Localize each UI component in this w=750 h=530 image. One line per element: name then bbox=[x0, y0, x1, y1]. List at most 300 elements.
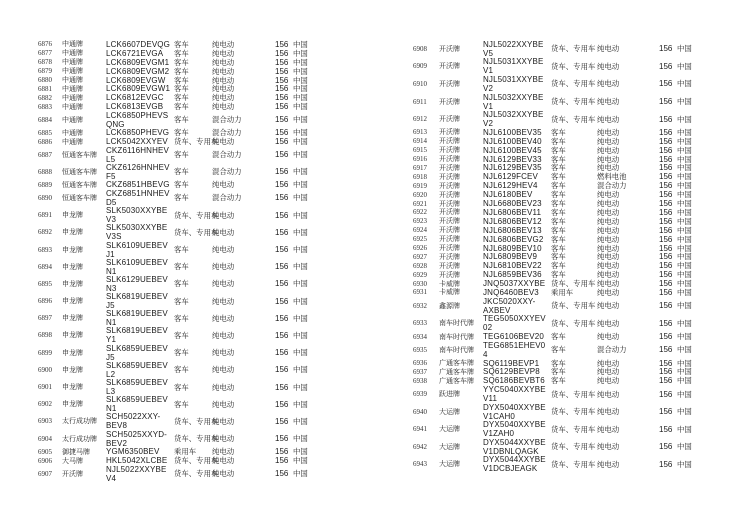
row-number: 6935 bbox=[413, 345, 427, 354]
table-row bbox=[38, 180, 358, 189]
country-code: 156 bbox=[659, 225, 673, 235]
vehicle-type: 客车 bbox=[174, 245, 189, 255]
model-code: DYX5040XXYBE V1ZAH0 bbox=[483, 420, 546, 439]
vehicle-type: 货车、专用车 bbox=[174, 456, 219, 466]
model-code: SLK6859UEBEV L3 bbox=[106, 378, 168, 397]
vehicle-type: 客车 bbox=[174, 180, 189, 190]
table-row bbox=[413, 58, 713, 76]
model-code: SLK6109UEBEV N1 bbox=[106, 257, 168, 276]
vehicle-type: 客车 bbox=[174, 57, 189, 67]
brand-name: 恒通客车牌 bbox=[62, 150, 97, 159]
fuel-type: 纯电动 bbox=[212, 262, 235, 272]
table-row bbox=[38, 275, 358, 292]
brand-name: 申龙牌 bbox=[62, 314, 83, 323]
country-name: 中国 bbox=[677, 318, 692, 328]
vehicle-type: 客车 bbox=[551, 163, 566, 173]
model-code: SLK6819UEBEV Y1 bbox=[106, 326, 168, 345]
fuel-type: 纯电动 bbox=[597, 442, 620, 452]
country-name: 中国 bbox=[293, 193, 308, 203]
table-row bbox=[38, 344, 358, 361]
country-code: 156 bbox=[659, 243, 673, 253]
brand-name: 恒通客车牌 bbox=[62, 193, 97, 202]
model-code: SLK5030XXYBE V3 bbox=[106, 206, 168, 225]
country-code: 156 bbox=[659, 376, 673, 386]
brand-name: 开沃牌 bbox=[439, 44, 460, 53]
brand-name: 大马牌 bbox=[62, 456, 83, 465]
brand-name: 开沃牌 bbox=[439, 115, 460, 124]
fuel-type: 纯电动 bbox=[597, 287, 620, 297]
vehicle-type: 货车、专用车 bbox=[174, 210, 219, 220]
row-number: 6926 bbox=[413, 243, 427, 252]
country-name: 中国 bbox=[677, 114, 692, 124]
model-code: TEG6106BEV20 bbox=[483, 332, 544, 342]
vehicle-type: 客车 bbox=[174, 382, 189, 392]
row-number: 6937 bbox=[413, 367, 427, 376]
country-code: 156 bbox=[659, 136, 673, 146]
country-code: 156 bbox=[659, 97, 673, 107]
fuel-type: 纯电动 bbox=[212, 330, 235, 340]
row-number: 6920 bbox=[413, 190, 427, 199]
model-code: SLK6859UEBEV J5 bbox=[106, 343, 168, 362]
table-row bbox=[413, 110, 713, 128]
row-number: 6895 bbox=[38, 279, 52, 288]
table-row bbox=[413, 332, 713, 341]
row-number: 6925 bbox=[413, 235, 427, 244]
row-number: 6900 bbox=[38, 365, 52, 374]
model-code: LCK6809EVGW1 bbox=[106, 84, 171, 94]
brand-name: 开沃牌 bbox=[439, 199, 460, 208]
vehicle-type: 客车 bbox=[551, 261, 566, 271]
brand-name: 广通客车牌 bbox=[439, 367, 474, 376]
vehicle-type: 客车 bbox=[551, 345, 566, 355]
fuel-type: 纯电动 bbox=[597, 136, 620, 146]
fuel-type: 混合动力 bbox=[212, 150, 242, 160]
model-code: SLK6859UEBEV L2 bbox=[106, 360, 168, 379]
country-name: 中国 bbox=[293, 180, 308, 190]
table-row bbox=[38, 111, 358, 128]
fuel-type: 纯电动 bbox=[597, 225, 620, 235]
brand-name: 大运牌 bbox=[439, 442, 460, 451]
country-name: 中国 bbox=[677, 127, 692, 137]
row-number: 6881 bbox=[38, 84, 52, 93]
country-name: 中国 bbox=[677, 301, 692, 311]
fuel-type: 纯电动 bbox=[597, 332, 620, 342]
brand-name: 申龙牌 bbox=[62, 211, 83, 220]
country-name: 中国 bbox=[677, 181, 692, 191]
table-row bbox=[38, 258, 358, 275]
row-number: 6940 bbox=[413, 407, 427, 416]
vehicle-type: 客车 bbox=[551, 252, 566, 262]
country-code: 156 bbox=[659, 79, 673, 89]
country-name: 中国 bbox=[293, 262, 308, 272]
country-code: 156 bbox=[659, 190, 673, 200]
fuel-type: 纯电动 bbox=[597, 261, 620, 271]
vehicle-type: 货车、专用车 bbox=[551, 61, 596, 71]
country-code: 156 bbox=[275, 348, 289, 358]
brand-name: 申龙牌 bbox=[62, 348, 83, 357]
country-code: 156 bbox=[275, 39, 289, 49]
fuel-type: 纯电动 bbox=[212, 245, 235, 255]
vehicle-type: 货车、专用车 bbox=[551, 407, 596, 417]
fuel-type: 纯电动 bbox=[212, 447, 235, 457]
brand-name: 申龙牌 bbox=[62, 365, 83, 374]
table-row bbox=[38, 327, 358, 344]
row-number: 6878 bbox=[38, 58, 52, 67]
row-number: 6908 bbox=[413, 44, 427, 53]
model-code: SLK6859UEBEV N1 bbox=[106, 395, 168, 414]
model-code: YGM6350BEV bbox=[106, 447, 160, 457]
model-code: NJL6806BEV13 bbox=[483, 225, 542, 235]
fuel-type: 纯电动 bbox=[212, 84, 235, 94]
brand-name: 开沃牌 bbox=[439, 226, 460, 235]
row-number: 6918 bbox=[413, 172, 427, 181]
vehicle-type: 客车 bbox=[174, 66, 189, 76]
model-code: SCH5022XXY- BEV8 bbox=[106, 412, 161, 431]
fuel-type: 纯电动 bbox=[212, 365, 235, 375]
country-name: 中国 bbox=[677, 261, 692, 271]
table-row bbox=[38, 378, 358, 395]
brand-name: 开沃牌 bbox=[439, 62, 460, 71]
fuel-type: 纯电动 bbox=[597, 190, 620, 200]
fuel-type: 纯电动 bbox=[212, 313, 235, 323]
brand-name: 中通牌 bbox=[62, 128, 83, 137]
brand-name: 开沃牌 bbox=[439, 217, 460, 226]
brand-name: 南车时代牌 bbox=[439, 332, 474, 341]
country-name: 中国 bbox=[677, 424, 692, 434]
model-code: SQ6119BEVP1 bbox=[483, 358, 540, 368]
fuel-type: 混合动力 bbox=[597, 181, 627, 191]
vehicle-type: 客车 bbox=[551, 332, 566, 342]
brand-name: 中通牌 bbox=[62, 137, 83, 146]
vehicle-type: 客车 bbox=[551, 207, 566, 217]
country-code: 156 bbox=[275, 399, 289, 409]
fuel-type: 纯电动 bbox=[212, 348, 235, 358]
model-code: JNQ6460BEV3 bbox=[483, 287, 539, 297]
row-number: 6884 bbox=[38, 115, 52, 124]
row-number: 6923 bbox=[413, 217, 427, 226]
vehicle-type: 货车、专用车 bbox=[174, 469, 219, 479]
vehicle-type: 客车 bbox=[551, 376, 566, 386]
fuel-type: 纯电动 bbox=[597, 97, 620, 107]
country-name: 中国 bbox=[677, 234, 692, 244]
vehicle-type: 客车 bbox=[551, 270, 566, 280]
brand-name: 开沃牌 bbox=[439, 270, 460, 279]
vehicle-type: 客车 bbox=[174, 167, 189, 177]
row-number: 6898 bbox=[38, 331, 52, 340]
country-code: 156 bbox=[659, 199, 673, 209]
table-row bbox=[413, 314, 713, 332]
country-code: 156 bbox=[275, 447, 289, 457]
vehicle-type: 客车 bbox=[174, 348, 189, 358]
fuel-type: 纯电动 bbox=[212, 137, 235, 147]
model-code: JNQ5037XXYBE bbox=[483, 279, 546, 289]
fuel-type: 纯电动 bbox=[597, 127, 620, 137]
fuel-type: 纯电动 bbox=[212, 416, 235, 426]
country-code: 156 bbox=[275, 279, 289, 289]
country-code: 156 bbox=[659, 301, 673, 311]
vehicle-type: 客车 bbox=[174, 330, 189, 340]
row-number: 6893 bbox=[38, 245, 52, 254]
fuel-type: 纯电动 bbox=[597, 154, 620, 164]
country-code: 156 bbox=[275, 313, 289, 323]
brand-name: 开沃牌 bbox=[439, 235, 460, 244]
row-number: 6886 bbox=[38, 137, 52, 146]
model-code: SQ6186BEVBT6 bbox=[483, 376, 545, 386]
model-code: NJL6100BEV40 bbox=[483, 136, 542, 146]
country-code: 156 bbox=[659, 163, 673, 173]
vehicle-type: 客车 bbox=[174, 279, 189, 289]
country-name: 中国 bbox=[293, 102, 308, 112]
country-name: 中国 bbox=[677, 407, 692, 417]
country-code: 156 bbox=[275, 227, 289, 237]
country-code: 156 bbox=[275, 180, 289, 190]
vehicle-type: 客车 bbox=[551, 154, 566, 164]
model-code: NJL6129HEV4 bbox=[483, 181, 538, 191]
model-code: LCK6721EVGA bbox=[106, 48, 164, 58]
country-code: 156 bbox=[275, 365, 289, 375]
fuel-type: 纯电动 bbox=[597, 216, 620, 226]
country-name: 中国 bbox=[677, 459, 692, 469]
vehicle-type: 货车、专用车 bbox=[551, 79, 596, 89]
row-number: 6904 bbox=[38, 434, 52, 443]
row-number: 6888 bbox=[38, 167, 52, 176]
model-code: NJL6859BEV36 bbox=[483, 270, 542, 280]
table-row bbox=[413, 438, 713, 456]
country-name: 中国 bbox=[677, 136, 692, 146]
brand-name: 开沃牌 bbox=[439, 244, 460, 252]
country-name: 中国 bbox=[677, 190, 692, 200]
fuel-type: 纯电动 bbox=[212, 227, 235, 237]
brand-name: 中通牌 bbox=[62, 115, 83, 124]
vehicle-type: 客车 bbox=[174, 128, 189, 138]
vehicle-type: 客车 bbox=[551, 243, 566, 253]
model-code: NJL6810BEV22 bbox=[483, 261, 542, 271]
brand-name: 开沃牌 bbox=[62, 469, 83, 478]
model-code: LCK6813EVGB bbox=[106, 102, 164, 112]
fuel-type: 纯电动 bbox=[597, 199, 620, 209]
fuel-type: 纯电动 bbox=[597, 407, 620, 417]
country-code: 156 bbox=[275, 102, 289, 112]
country-name: 中国 bbox=[677, 154, 692, 164]
vehicle-type: 乘用车 bbox=[551, 287, 574, 297]
fuel-type: 纯电动 bbox=[597, 79, 620, 89]
country-name: 中国 bbox=[677, 225, 692, 235]
country-code: 156 bbox=[275, 296, 289, 306]
fuel-type: 纯电动 bbox=[212, 39, 235, 49]
brand-name: 中通牌 bbox=[62, 58, 83, 67]
row-number: 6885 bbox=[38, 128, 52, 137]
model-code: NJL6129FCEV bbox=[483, 172, 539, 182]
model-code: LCK6812EVGC bbox=[106, 93, 164, 103]
model-code: YYC5040XXYBE V11 bbox=[483, 385, 546, 404]
model-code: NJL5022XXYBE V4 bbox=[106, 464, 167, 483]
model-code: SLK6819UEBEV J5 bbox=[106, 292, 168, 311]
fuel-type: 纯电动 bbox=[212, 210, 235, 220]
country-name: 中国 bbox=[677, 44, 692, 54]
table-row bbox=[38, 465, 358, 482]
vehicle-type: 货车、专用车 bbox=[551, 389, 596, 399]
model-code: NJL6809BEV9 bbox=[483, 252, 538, 262]
row-number: 6883 bbox=[38, 102, 52, 111]
row-number: 6941 bbox=[413, 425, 427, 434]
brand-name: 卡威牌 bbox=[439, 279, 460, 288]
country-name: 中国 bbox=[293, 296, 308, 306]
brand-name: 申龙牌 bbox=[62, 331, 83, 340]
fuel-type: 纯电动 bbox=[597, 301, 620, 311]
fuel-type: 纯电动 bbox=[597, 424, 620, 434]
model-code: SLK6129UEBEV N3 bbox=[106, 274, 168, 293]
country-code: 156 bbox=[659, 389, 673, 399]
row-number: 6921 bbox=[413, 199, 427, 208]
country-name: 中国 bbox=[677, 216, 692, 226]
country-name: 中国 bbox=[677, 145, 692, 155]
fuel-type: 纯电动 bbox=[212, 57, 235, 67]
row-number: 6931 bbox=[413, 288, 427, 297]
row-number: 6929 bbox=[413, 270, 427, 279]
row-number: 6928 bbox=[413, 261, 427, 270]
vehicle-type: 乘用车 bbox=[174, 447, 197, 457]
row-number: 6910 bbox=[413, 79, 427, 88]
row-number: 6917 bbox=[413, 163, 427, 172]
country-code: 156 bbox=[659, 358, 673, 368]
model-code: SLK5030XXYBE V3S bbox=[106, 223, 168, 242]
row-number: 6897 bbox=[38, 314, 52, 323]
brand-name: 南车时代牌 bbox=[439, 319, 474, 328]
vehicle-type: 客车 bbox=[174, 75, 189, 85]
brand-name: 开沃牌 bbox=[439, 252, 460, 261]
brand-name: 中通牌 bbox=[62, 67, 83, 76]
country-name: 中国 bbox=[677, 287, 692, 297]
table-row bbox=[38, 310, 358, 327]
brand-name: 开沃牌 bbox=[439, 137, 460, 146]
model-code: DYX5044XXYBE V1DBNLQAGK bbox=[483, 437, 546, 456]
fuel-type: 纯电动 bbox=[212, 279, 235, 289]
model-code: CKZ6116HNHEV L5 bbox=[106, 145, 170, 164]
vehicle-type: 客车 bbox=[174, 84, 189, 94]
fuel-type: 纯电动 bbox=[597, 279, 620, 289]
country-code: 156 bbox=[659, 145, 673, 155]
country-code: 156 bbox=[659, 459, 673, 469]
fuel-type: 燃料电池 bbox=[597, 172, 627, 182]
row-number: 6882 bbox=[38, 93, 52, 102]
country-code: 156 bbox=[659, 424, 673, 434]
model-code: NJL5032XXYBE V1 bbox=[483, 92, 544, 111]
vehicle-type: 客车 bbox=[174, 48, 189, 58]
row-number: 6922 bbox=[413, 208, 427, 217]
country-code: 156 bbox=[275, 84, 289, 94]
brand-name: 开沃牌 bbox=[439, 97, 460, 106]
country-name: 中国 bbox=[293, 75, 308, 85]
country-code: 156 bbox=[659, 172, 673, 182]
row-number: 6887 bbox=[38, 150, 52, 159]
brand-name: 申龙牌 bbox=[62, 279, 83, 288]
model-code: LCK6607DEVQG bbox=[106, 39, 171, 49]
vehicle-type: 货车、专用车 bbox=[551, 279, 596, 289]
country-code: 156 bbox=[275, 167, 289, 177]
country-code: 156 bbox=[659, 279, 673, 289]
model-code: CKZ6851HBEVG bbox=[106, 180, 170, 190]
country-name: 中国 bbox=[293, 434, 308, 444]
fuel-type: 纯电动 bbox=[597, 114, 620, 124]
fuel-type: 纯电动 bbox=[597, 376, 620, 386]
row-number: 6909 bbox=[413, 62, 427, 71]
row-number: 6877 bbox=[38, 49, 52, 58]
fuel-type: 纯电动 bbox=[597, 44, 620, 54]
brand-name: 中通牌 bbox=[62, 49, 83, 58]
table-row bbox=[413, 40, 713, 58]
vehicle-type: 客车 bbox=[551, 145, 566, 155]
vehicle-type: 货车、专用车 bbox=[174, 416, 219, 426]
vehicle-type: 客车 bbox=[551, 367, 566, 377]
table-row bbox=[38, 189, 358, 206]
brand-name: 开沃牌 bbox=[439, 181, 460, 190]
brand-name: 开沃牌 bbox=[439, 208, 460, 217]
country-name: 中国 bbox=[677, 358, 692, 368]
fuel-type: 混合动力 bbox=[212, 115, 242, 125]
country-code: 156 bbox=[659, 234, 673, 244]
country-name: 中国 bbox=[293, 416, 308, 426]
row-number: 6891 bbox=[38, 211, 52, 220]
model-code: JKC5020XXY- AXBEV bbox=[483, 296, 536, 315]
model-code: SCH5025XXYD- BEV2 bbox=[106, 429, 167, 448]
table-row bbox=[38, 137, 358, 146]
row-number: 6934 bbox=[413, 332, 427, 341]
table-row bbox=[413, 385, 713, 403]
country-code: 156 bbox=[659, 407, 673, 417]
fuel-type: 纯电动 bbox=[597, 163, 620, 173]
country-name: 中国 bbox=[677, 163, 692, 173]
fuel-type: 混合动力 bbox=[212, 128, 242, 138]
row-number: 6911 bbox=[413, 97, 427, 106]
fuel-type: 纯电动 bbox=[212, 75, 235, 85]
fuel-type: 纯电动 bbox=[212, 382, 235, 392]
model-code: LCK6809EVGM2 bbox=[106, 66, 170, 76]
fuel-type: 纯电动 bbox=[212, 456, 235, 466]
country-name: 中国 bbox=[293, 447, 308, 457]
fuel-type: 混合动力 bbox=[212, 193, 242, 203]
model-code: NJL6806BEV12 bbox=[483, 216, 542, 226]
row-number: 6912 bbox=[413, 115, 427, 124]
country-name: 中国 bbox=[677, 243, 692, 253]
model-code: LCK6850PHEVS QNG bbox=[106, 110, 169, 129]
country-name: 中国 bbox=[677, 367, 692, 377]
country-code: 156 bbox=[275, 469, 289, 479]
model-code: TEG5050XXYEV 02 bbox=[483, 314, 546, 333]
country-code: 156 bbox=[659, 207, 673, 217]
brand-name: 鑫源牌 bbox=[439, 301, 460, 310]
fuel-type: 纯电动 bbox=[597, 358, 620, 368]
vehicle-type: 货车、专用车 bbox=[551, 459, 596, 469]
row-number: 6938 bbox=[413, 376, 427, 385]
country-name: 中国 bbox=[293, 167, 308, 177]
country-name: 中国 bbox=[293, 313, 308, 323]
row-number: 6894 bbox=[38, 262, 52, 271]
country-code: 156 bbox=[275, 128, 289, 138]
country-code: 156 bbox=[275, 193, 289, 203]
vehicle-type: 货车、专用车 bbox=[174, 227, 219, 237]
country-name: 中国 bbox=[293, 39, 308, 49]
table-row bbox=[38, 430, 358, 447]
country-name: 中国 bbox=[293, 348, 308, 358]
model-code: NJL6806BEV11 bbox=[483, 207, 542, 217]
vehicle-table-left-column bbox=[38, 40, 358, 482]
model-code: LCK6809EVGM1 bbox=[106, 57, 170, 67]
table-row bbox=[38, 102, 358, 111]
country-name: 中国 bbox=[677, 376, 692, 386]
country-code: 156 bbox=[275, 150, 289, 160]
row-number: 6927 bbox=[413, 252, 427, 261]
country-name: 中国 bbox=[677, 79, 692, 89]
